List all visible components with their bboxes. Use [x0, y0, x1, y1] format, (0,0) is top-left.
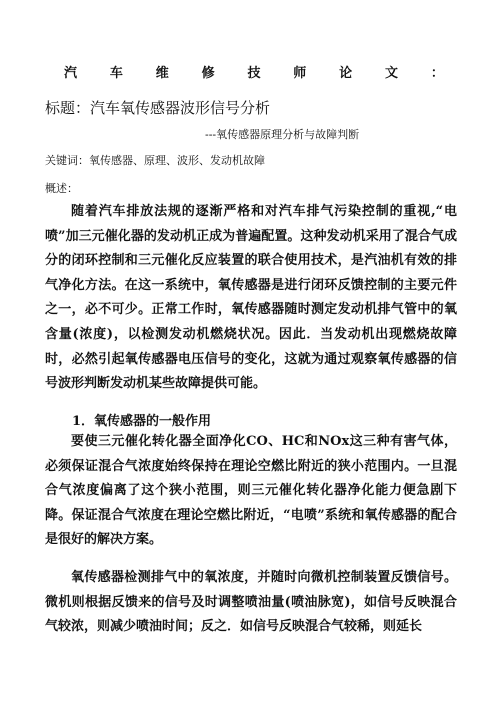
keywords-line: 关键词：氧传感器、原理、波形、发动机故障	[45, 154, 265, 167]
heading-char: 文	[385, 66, 399, 81]
heading-char: 车	[109, 66, 123, 81]
paper-subtitle: ---氧传感器原理分析与故障判断	[205, 128, 360, 141]
paper-title: 标题：汽车氧传感器波形信号分析	[45, 99, 271, 117]
abstract-label: 概述：	[45, 182, 78, 195]
section-paragraph: 要使三元催化转化器全面净化CO、HC和NOx这三种有害气体，必须保证混合气浓度始终保持在理论空燃比附近的狭小范围内。一旦混合气浓度偏离了这个狭小范围，则三元催化转化器净化能力便急剧下降。保证混合气浓度在理论空燃比附近，“电喷”系统和氧传感器的配合是很好的解决方案。	[45, 434, 457, 548]
document-heading	[64, 62, 444, 81]
heading-char: 论	[339, 66, 353, 81]
heading-char: 师	[293, 66, 307, 81]
heading-char: 修	[201, 66, 215, 81]
section-heading: 1．氧传感器的一般作用	[72, 414, 212, 429]
intro-paragraph: 随着汽车排放法规的逐渐严格和对汽车排气污染控制的重视,“电喷”加三元催化器的发动机正成为普遍配置。这种发动机采用了混合气成分的闭环控制和三元催化反应装置的联合使用技术，是汽油机有效的排气净化方法。在这一系统中，氧传感器是进行闭环反馈控制的主要元件之一，必不可少。正常工作时，氧传感器随时测定发动机排气管中的氧含量(浓度)，以检测发动机燃烧状况。因此．当发动机出现燃烧故障时，必然引起氧传感器电压信号的变化，这就为通过观察氧传感器的信号波形判断发动机某些故障提供可能。	[45, 204, 457, 392]
heading-char: 技	[247, 66, 261, 81]
section-paragraph: 氧传感器检测排气中的氧浓度，并随时向微机控制装置反馈信号。微机则根据反馈来的信号及时调整喷油量(喷油脉宽)，如信号反映混合气较浓，则减少喷油时间；反之．如信号反映混合气较稀，则延长	[45, 570, 457, 635]
heading-char: 维	[155, 66, 169, 81]
heading-char: ：	[430, 66, 444, 81]
heading-char: 汽	[64, 66, 78, 81]
